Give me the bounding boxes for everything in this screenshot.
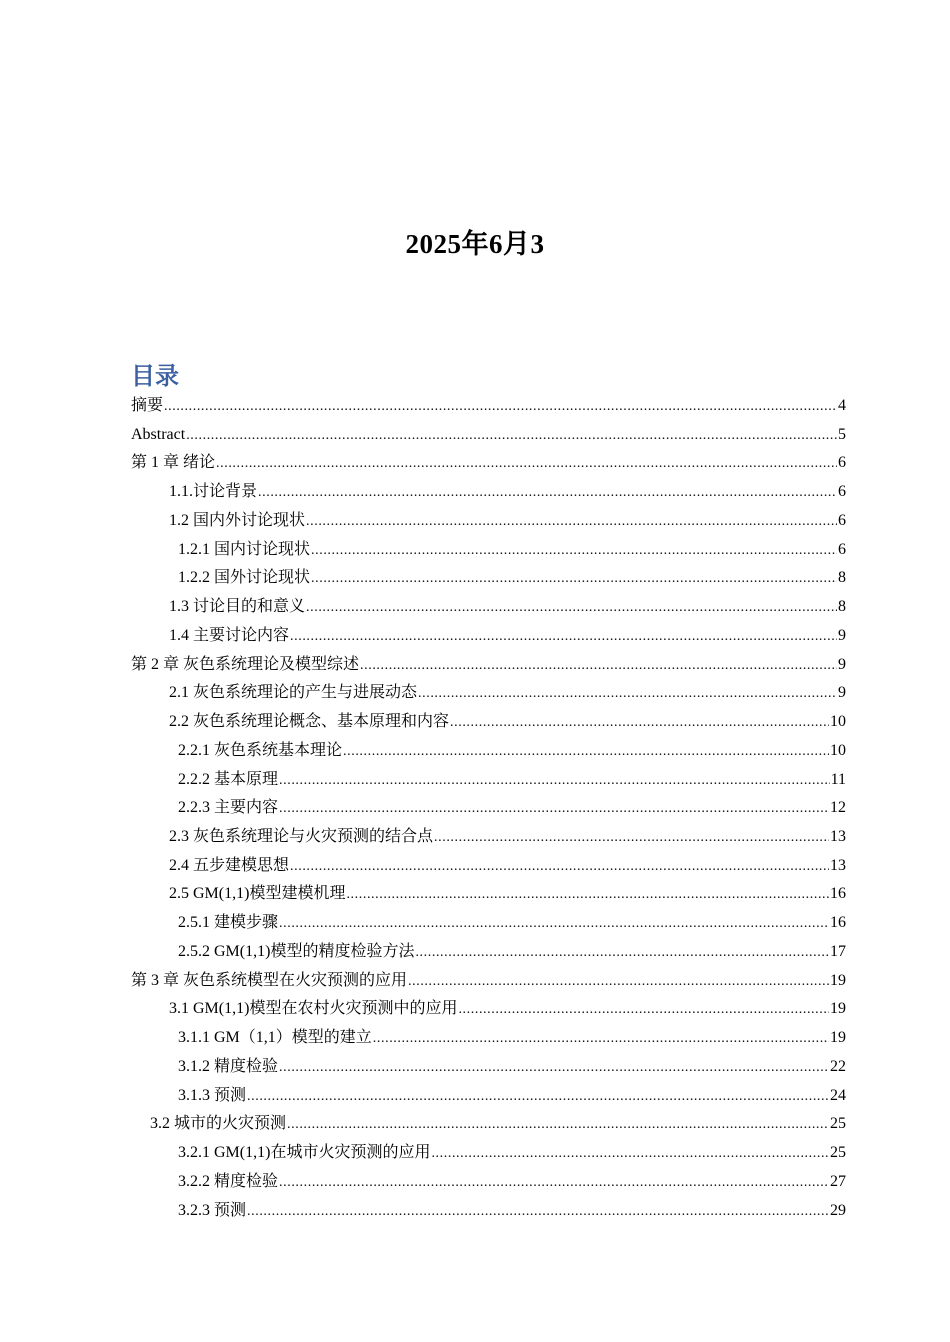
toc-entry[interactable]: [169, 882, 846, 906]
toc-entry-label: 2.5 GM(1,1)模型建模机理: [169, 885, 346, 902]
toc-entry-page: 29: [830, 1202, 846, 1219]
dot-leader: [247, 1085, 829, 1109]
toc-entry-page: 22: [830, 1058, 846, 1075]
toc-entry[interactable]: [178, 1055, 846, 1079]
toc-entry-page: 5: [838, 426, 846, 443]
toc-entry-label: 3.2.3 预测: [178, 1202, 247, 1219]
toc-entry-label: Abstract: [131, 426, 186, 443]
toc-entry-page: 8: [838, 598, 846, 615]
toc-entry-label: 2.2.3 主要内容: [178, 799, 279, 816]
toc-entry-label: 第 2 章 灰色系统理论及模型综述: [131, 656, 360, 673]
dot-leader: [450, 711, 829, 735]
dot-leader: [290, 855, 829, 879]
toc-entry[interactable]: [178, 1170, 846, 1194]
toc-entry-label: 3.1.3 预测: [178, 1087, 247, 1104]
date-title: 2025年6月3: [405, 229, 545, 259]
toc-entry-page: 27: [830, 1173, 846, 1190]
dot-leader: [306, 510, 837, 534]
dot-leader: [408, 970, 829, 994]
dot-leader: [343, 740, 829, 764]
toc-entry-label: 1.4 主要讨论内容: [169, 627, 290, 644]
dot-leader: [418, 682, 837, 706]
toc-entry[interactable]: [178, 566, 846, 590]
toc-entry-page: 9: [838, 684, 846, 701]
toc-entry-page: 4: [838, 397, 846, 414]
toc-entry[interactable]: [131, 451, 846, 475]
toc-entry[interactable]: [178, 1026, 846, 1050]
dot-leader: [164, 395, 837, 419]
toc-entry-label: 1.2.2 国外讨论现状: [178, 569, 311, 586]
toc-entry[interactable]: [178, 768, 846, 792]
toc-entry-label: 1.2 国内外讨论现状: [169, 512, 306, 529]
toc-entry-page: 10: [830, 713, 846, 730]
dot-leader: [306, 596, 837, 620]
toc-entry[interactable]: [169, 825, 846, 849]
toc-entry-label: 3.2 城市的火灾预测: [150, 1115, 287, 1132]
toc-entry-page: 8: [838, 569, 846, 586]
toc-entry-page: 25: [830, 1115, 846, 1132]
toc-entry-label: 第 1 章 绪论: [131, 454, 216, 471]
toc-entry-page: 6: [838, 541, 846, 558]
dot-leader: [360, 654, 837, 678]
dot-leader: [279, 1171, 829, 1195]
toc-entry[interactable]: [150, 1112, 846, 1136]
dot-leader: [373, 1027, 829, 1051]
dot-leader: [311, 567, 837, 591]
dot-leader: [434, 826, 829, 850]
toc-entry[interactable]: [178, 911, 846, 935]
dot-leader: [258, 481, 837, 505]
toc-entry[interactable]: [169, 624, 846, 648]
toc-entry[interactable]: [178, 796, 846, 820]
toc-entry[interactable]: [169, 681, 846, 705]
toc-entry[interactable]: [169, 480, 846, 504]
dot-leader: [279, 1056, 829, 1080]
toc-entry-label: 2.3 灰色系统理论与火灾预测的结合点: [169, 828, 434, 845]
toc-entry-label: 1.1.讨论背景: [169, 483, 258, 500]
toc-entry-label: 3.1 GM(1,1)模型在农村火灾预测中的应用: [169, 1000, 458, 1017]
toc-entry-page: 11: [830, 771, 846, 788]
dot-leader: [346, 883, 829, 907]
toc-entry-page: 6: [838, 512, 846, 529]
toc-entry-label: 2.2 灰色系统理论概念、基本原理和内容: [169, 713, 450, 730]
toc-entry[interactable]: [131, 423, 846, 447]
toc-entry-page: 24: [830, 1087, 846, 1104]
toc-entry[interactable]: [178, 538, 846, 562]
toc-entry-page: 10: [830, 742, 846, 759]
toc-entry-page: 6: [838, 454, 846, 471]
toc-entry[interactable]: [169, 509, 846, 533]
toc-entry-page: 16: [830, 885, 846, 902]
dot-leader: [415, 941, 829, 965]
toc-entry[interactable]: [169, 854, 846, 878]
toc-entry-page: 13: [830, 828, 846, 845]
toc-entry-page: 19: [830, 1029, 846, 1046]
toc-entry-label: 2.2.2 基本原理: [178, 771, 279, 788]
dot-leader: [287, 1113, 829, 1137]
toc-entry-label: 2.5.1 建模步骤: [178, 914, 279, 931]
toc-entry-label: 3.2.1 GM(1,1)在城市火灾预测的应用: [178, 1144, 431, 1161]
toc-entry-page: 25: [830, 1144, 846, 1161]
toc-entry-label: 1.2.1 国内讨论现状: [178, 541, 311, 558]
toc-entry-page: 6: [838, 483, 846, 500]
toc-entry-page: 9: [838, 656, 846, 673]
toc-entry-page: 19: [830, 1000, 846, 1017]
dot-leader: [279, 797, 829, 821]
toc-entry[interactable]: [131, 653, 846, 677]
dot-leader: [458, 998, 829, 1022]
toc-entry-page: 13: [830, 857, 846, 874]
toc-entry-label: 2.4 五步建模思想: [169, 857, 290, 874]
toc-entry[interactable]: [169, 710, 846, 734]
toc-entry[interactable]: [178, 1199, 846, 1223]
toc-entry[interactable]: [169, 595, 846, 619]
toc-entry[interactable]: [178, 940, 846, 964]
toc-entry-label: 2.1 灰色系统理论的产生与进展动态: [169, 684, 418, 701]
toc-entry-page: 17: [830, 943, 846, 960]
toc-heading: 目录: [131, 362, 179, 390]
toc-entry-label: 1.3 讨论目的和意义: [169, 598, 306, 615]
toc-entry-label: 摘要: [131, 397, 164, 414]
toc-entry[interactable]: [131, 969, 846, 993]
toc-entry-label: 2.5.2 GM(1,1)模型的精度检验方法: [178, 943, 415, 960]
toc-entry[interactable]: [131, 394, 846, 418]
toc-entry-page: 9: [838, 627, 846, 644]
toc-entry-page: 19: [830, 972, 846, 989]
toc-entry-label: 2.2.1 灰色系统基本理论: [178, 742, 343, 759]
dot-leader: [279, 912, 829, 936]
dot-leader: [431, 1142, 829, 1166]
toc-entry[interactable]: [169, 997, 846, 1021]
toc-entry-label: 3.1.2 精度检验: [178, 1058, 279, 1075]
dot-leader: [186, 424, 837, 448]
toc-entry[interactable]: [178, 1141, 846, 1165]
toc-entry-label: 3.1.1 GM（1,1）模型的建立: [178, 1029, 372, 1046]
toc-entry-label: 第 3 章 灰色系统模型在火灾预测的应用: [131, 972, 408, 989]
dot-leader: [290, 625, 837, 649]
toc-entry-label: 3.2.2 精度检验: [178, 1173, 279, 1190]
dot-leader: [216, 452, 837, 476]
toc-entry[interactable]: [178, 1084, 846, 1108]
dot-leader: [311, 539, 837, 563]
toc-entry[interactable]: [178, 739, 846, 763]
dot-leader: [247, 1200, 829, 1224]
dot-leader: [279, 769, 830, 793]
toc-entry-page: 16: [830, 914, 846, 931]
toc-entry-page: 12: [830, 799, 846, 816]
